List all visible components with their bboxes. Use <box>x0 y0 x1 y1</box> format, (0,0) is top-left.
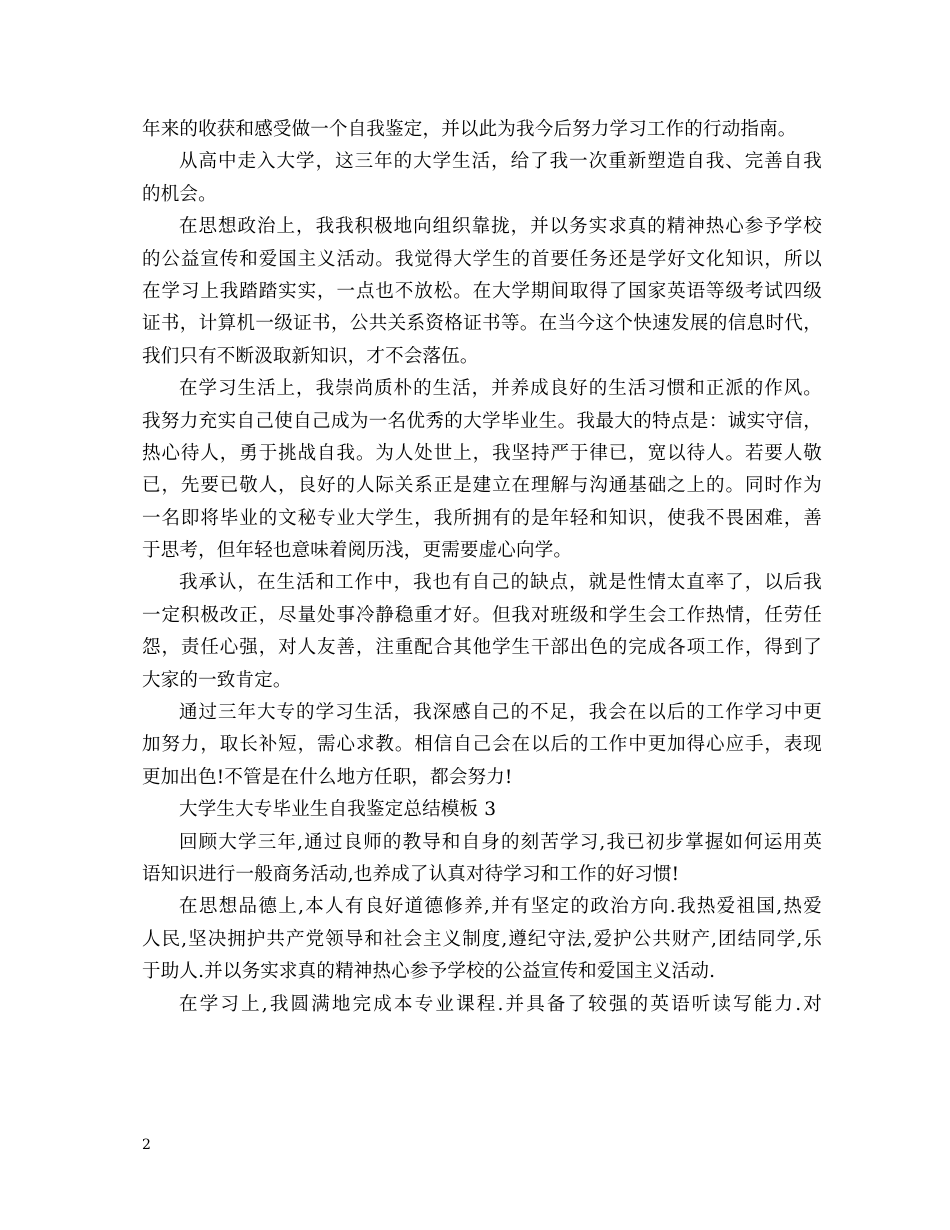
text-line: 一名即将毕业的文秘专业大学生，我所拥有的是年轻和知识，使我不畏困难，善 <box>142 507 822 529</box>
text-line: 于助人.并以务实求真的精神热心参予学校的公益宣传和爱国主义活动. <box>142 961 716 983</box>
text-line: 怨，责任心强，对人友善，注重配合其他学生干部出色的完成各项工作，得到了 <box>142 637 822 659</box>
text-line: 的机会。 <box>142 183 217 205</box>
text-line: 在思想政治上，我我积极地向组织靠拢，并以务实求真的精神热心参予学校 <box>179 216 822 238</box>
text-line: 大学生大专毕业生自我鉴定总结模板 3 <box>179 799 497 821</box>
page-number: 2 <box>142 1137 151 1153</box>
text-line: 人民,坚决拥护共产党领导和社会主义制度,遵纪守法,爱护公共财产,团结同学,乐 <box>142 928 822 950</box>
text-line: 语知识进行一般商务活动,也养成了认真对待学习和工作的好习惯! <box>142 863 680 885</box>
text-line: 从高中走入大学，这三年的大学生活，给了我一次重新塑造自我、完善自我 <box>179 151 822 173</box>
text-line: 的公益宣传和爱国主义活动。我觉得大学生的首要任务还是学好文化知识，所以 <box>142 248 822 270</box>
text-line: 在学习生活上，我崇尚质朴的生活，并养成良好的生活习惯和正派的作风。 <box>179 378 822 400</box>
text-line: 在学习上,我圆满地完成本专业课程.并具备了较强的英语听读写能力.对 <box>179 993 822 1015</box>
document-body <box>142 114 822 1021</box>
text-line: 加努力，取长补短，需心求教。相信自己会在以后的工作中更加得心应手，表现 <box>142 734 822 756</box>
text-line: 证书，计算机一级证书，公共关系资格证书等。在当今这个快速发展的信息时代， <box>142 313 822 335</box>
text-line: 我努力充实自己使自己成为一名优秀的大学毕业生。我最大的特点是：诚实守信， <box>142 410 822 432</box>
text-line: 我承认，在生活和工作中，我也有自己的缺点，就是性情太直率了，以后我 <box>179 572 822 594</box>
text-line: 一定积极改正，尽量处事冷静稳重才好。但我对班级和学生会工作热情，任劳任 <box>142 604 822 626</box>
text-line: 通过三年大专的学习生活，我深感自己的不足，我会在以后的工作学习中更 <box>179 702 822 724</box>
text-line: 更加出色!不管是在什么地方任职，都会努力! <box>142 766 513 788</box>
text-line: 回顾大学三年,通过良师的教导和自身的刻苦学习,我已初步掌握如何运用英 <box>179 831 822 853</box>
text-line: 在学习上我踏踏实实，一点也不放松。在大学期间取得了国家英语等级考试四级 <box>142 280 822 302</box>
text-line: 大家的一致肯定。 <box>142 669 292 691</box>
text-line: 已，先要已敬人，良好的人际关系正是建立在理解与沟通基础之上的。同时作为 <box>142 475 822 497</box>
text-line: 在思想品德上,本人有良好道德修养,并有坚定的政治方向.我热爱祖国,热爱 <box>179 896 822 918</box>
text-line: 我们只有不断汲取新知识，才不会落伍。 <box>142 345 479 367</box>
text-line: 于思考，但年轻也意味着阅历浅，更需要虚心向学。 <box>142 540 573 562</box>
text-line: 热心待人，勇于挑战自我。为人处世上，我坚持严于律已，宽以待人。若要人敬 <box>142 442 822 464</box>
text-line: 年来的收获和感受做一个自我鉴定，并以此为我今后努力学习工作的行动指南。 <box>142 119 797 140</box>
